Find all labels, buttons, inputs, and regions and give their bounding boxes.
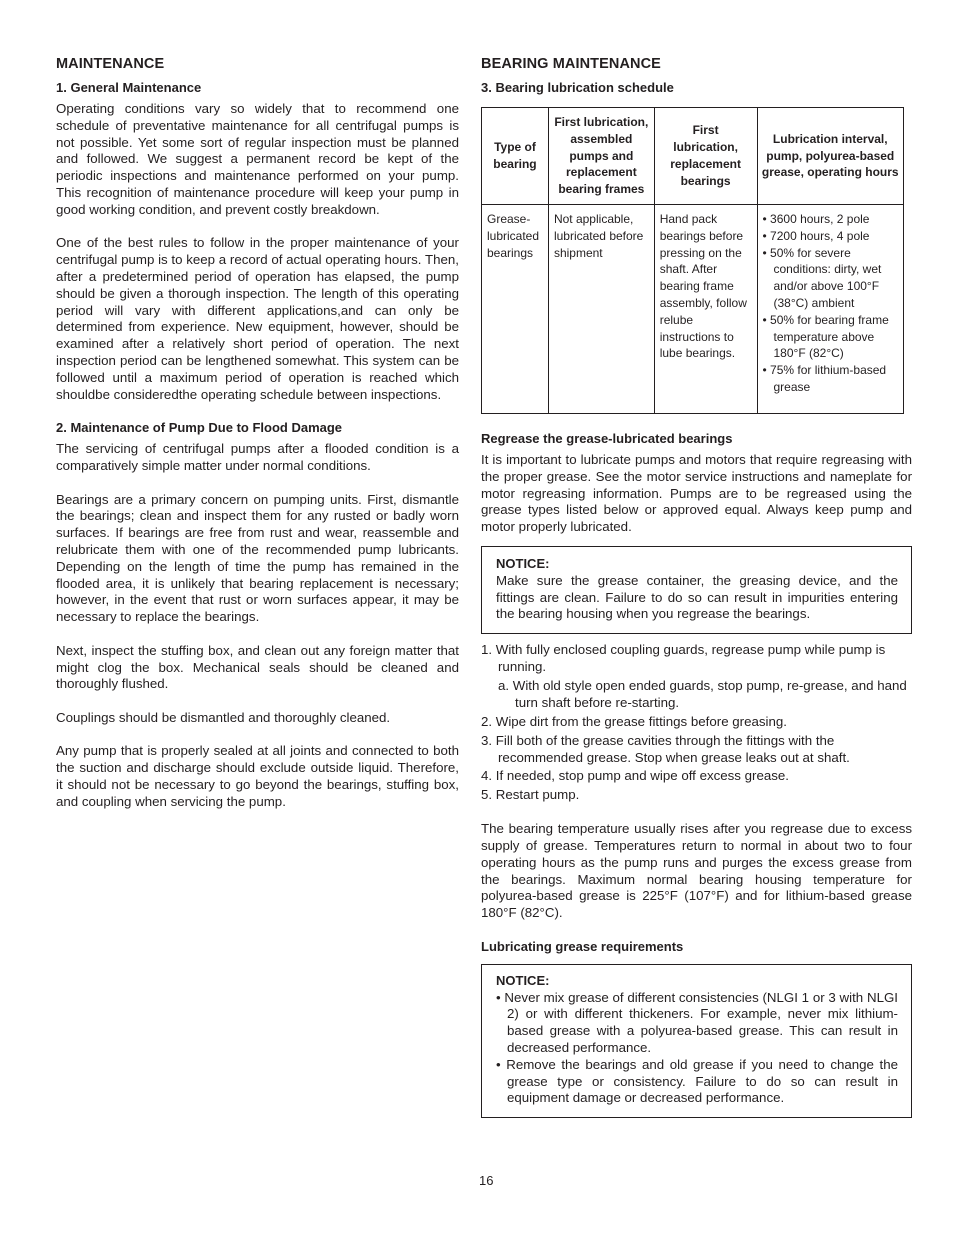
cell-bearing-type: Grease-lubricated bearings — [482, 204, 549, 413]
lubrication-schedule-table — [481, 107, 904, 414]
bearing-maintenance-heading: BEARING MAINTENANCE — [481, 56, 661, 72]
interval-list — [763, 211, 899, 396]
cell-interval-list — [757, 204, 904, 413]
list-item: 2. Wipe dirt from the grease fittings before greasing. — [481, 713, 787, 729]
flood-paragraph-4: Couplings should be dismantled and thoroughly cleaned. — [56, 709, 391, 725]
list-item: 4. If needed, stop pump and wipe off excess grease. — [481, 768, 789, 784]
list-item: • 50% for bearing frame temperature above 180°F (82°C) — [762, 312, 889, 361]
general-maintenance-title: 1. General Maintenance — [56, 80, 202, 95]
list-item: • Remove the bearings and old grease if you need to change the grease type or consistency. Failure to do so can result in equipment damage or decreased performance. — [496, 1056, 898, 1106]
general-maintenance-paragraph-2: One of the best rules to follow in the proper maintenance of your centrifugal pump is to keep a record of actual operating hours. Then, after a predetermined period of operation has elapsed, the pump should be given a thorough inspection. The length of this operating period will vary with different applications,and can only be determined from experience. New equipment, however, should be examined after a relatively short period of operation. The next inspection period can be lengthened somewhat. This system can be followed until a maximum period of operation is reached which shouldbe consideredthe operating schedule between inspections. — [56, 235, 459, 402]
requirements-title: Lubricating grease requirements — [481, 938, 684, 954]
notice-title: NOTICE: — [496, 972, 550, 988]
regrease-paragraph: It is important to lubricate pumps and motors that require regreasing with the proper grease. See the motor service instructions and nameplate for motor regreasing information. Pumps are to be regreased using the grease types listed below or approved equal. Always keep pump and motor properly lubricated. — [481, 451, 912, 535]
cell-first-lubrication: Not applicable, lubricated before shipment — [548, 204, 654, 413]
list-item: 5. Restart pump. — [481, 787, 580, 803]
list-item: • 50% for severe conditions: dirty, wet and/or above 100°F (38°C) ambient — [762, 245, 882, 310]
regrease-steps — [481, 642, 912, 804]
table-row — [482, 204, 904, 413]
right-column — [481, 56, 912, 1118]
temperature-paragraph: The bearing temperature usually rises after you regrease due to excess supply of grease. Temperatures return to normal in about two to four operating hours as the pump runs and purges the excess grease from the bearings. Maximum normal bearing housing temperature for polyurea-based grease is 225°F (107°F) and for lithium-based grease 180°F (82°C). — [481, 821, 912, 921]
list-item: 3. Fill both of the grease cavities through the fittings with the recommended grease. Stop when grease leaks out at shaft. — [481, 732, 850, 765]
notice-title: NOTICE: — [496, 555, 550, 571]
notice-box-cleanliness — [481, 546, 912, 634]
header-type: Type of bearing — [482, 108, 549, 205]
grease-notice-list — [496, 990, 898, 1108]
list-item: 1. With fully enclosed coupling guards, regrease pump while pump is running. — [481, 642, 886, 674]
schedule-title: 3. Bearing lubrication schedule — [481, 80, 674, 95]
flood-paragraph-5: Any pump that is properly sealed at all joints and connected to both the suction and discharge should exclude outside liquid. Therefore, it should not be necessary to go beyond the bearings, stuffing box, and coupling when servicing the pump. — [56, 743, 459, 809]
header-lubrication-interval: Lubrication interval, pump, polyurea-based grease, operating hours — [757, 108, 904, 205]
regrease-title: Regrease the grease-lubricated bearings — [481, 430, 733, 446]
list-item: • 75% for lithium-based grease — [762, 363, 887, 394]
left-column — [56, 56, 459, 811]
flood-paragraph-2: Bearings are a primary concern on pumping units. First, dismantle the bearings; clean and inspect them for any rusted or badly worn surfaces. If bearings are free from rust and wear, reassemble and relubricate them with one of the recommended pump lubricants. Depending on the length of time the pump has remained in the flooded area, it is unlikely that bearing replacement is necessary; however, in the event that rust or worn surfaces appear, it may be necessary to replace the bearings. — [56, 491, 459, 625]
table-header-row — [482, 108, 904, 205]
list-item: • Never mix grease of different consistencies (NLGI 1 or 3 with NLGI 2) or with different thickeners. For example, never mix lithium-based grease with a polyurea-based grease. This can result in decreased performance. — [496, 989, 898, 1056]
maintenance-heading: MAINTENANCE — [56, 56, 165, 72]
general-maintenance-paragraph-1: Operating conditions vary so widely that to recommend one schedule of preventative maintenance for all centrifugal pumps is not possible. Yet some sort of regular inspection must be planned and followed. We suggest a permanent record be kept of the periodic inspections and maintenance performed on your pump. This recognition of maintenance procedure will keep your pump in good working condition, and prevent costly breakdown. — [56, 101, 459, 217]
flood-damage-title: 2. Maintenance of Pump Due to Flood Damage — [56, 420, 343, 436]
list-item: • 7200 hours, 4 pole — [762, 228, 870, 243]
cell-replacement-instructions: Hand pack bearings before pressing on the shaft. After bearing frame assembly, follow relube instructions to lube bearings. — [654, 204, 757, 413]
notice-box-grease — [481, 964, 912, 1118]
flood-paragraph-3: Next, inspect the stuffing box, and clean out any foreign matter that might clog the box. Mechanical seals should be cleaned and thoroughly flushed. — [56, 642, 459, 692]
header-first-lubrication-replacement: First lubrication, replacement bearings — [654, 108, 757, 205]
list-item: a. With old style open ended guards, stop pump, re-grease, and hand turn shaft before re-starting. — [498, 677, 907, 710]
flood-paragraph-1: The servicing of centrifugal pumps after a flooded condition is a comparatively simple matter under normal conditions. — [56, 441, 459, 473]
notice-text: Make sure the grease container, the greasing device, and the fittings are clean. Failure to do so can result in impurities entering the bearing housing when you regrease the bearings. — [496, 572, 898, 622]
list-item: • 3600 hours, 2 pole — [762, 211, 870, 226]
header-first-lubrication-assembled: First lubrication, assembled pumps and replacement bearing frames — [548, 108, 654, 205]
page-number: 16 — [479, 1173, 494, 1188]
